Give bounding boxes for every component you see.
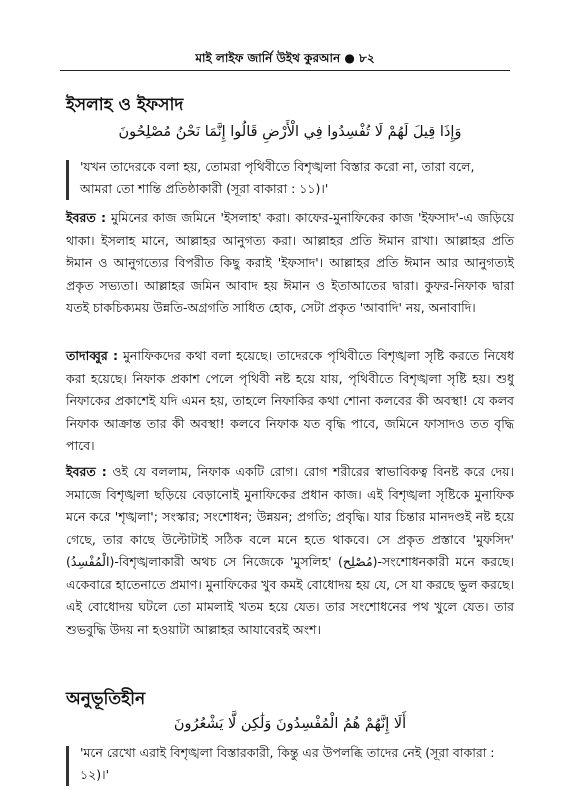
label-tadabbur: তাদাব্বুর : (66, 348, 119, 363)
label-ibrat-1: ইবরত : (66, 210, 107, 225)
text-ibrat-1: মুমিনের কাজ জমিনে 'ইসলাহ' করা। কাফের-মুনাফিকের কাজ 'ইফসাদ'-এ জড়িয়ে থাকা। ইসলাহ মানে, আল্লাহর আনুগত্য করা। আল্লাহর প্রতি ঈমান রাখা। আল্লাহর প্রতি ঈমান ও আনুগত্যের বিপরীত কিছু করাই 'ইফসাদ'। আল্লাহর প্রতি ঈমান আর আনুগত্যই প্রকৃত সভ্যতা। আল্লাহর জমিন আবাদ হয় ঈমান ও ইতাআতের দ্বারা। কুফর-নিফাক দ্বারা যতই চাকচিক্যময় উন্নতি-অগ্রগতি সাধিত হোক, সেটা প্রকৃত 'আবাদি' নয়, অনাবাদি। (66, 210, 514, 315)
arabic-verse-2: أَلَا إِنَّهُمْ هُمُ الْمُفْسِدُونَ وَلَٰكِن لَّا يَشْعُرُونَ (173, 716, 407, 732)
verse-translation-2: 'মনে রেখো এরাই বিশৃঙ্খলা বিস্তারকারী, কিন্তু এর উপলব্ধি তাদের নেই (সূরা বাকারা : ১২)।' (80, 745, 495, 782)
verse-translation-1: 'যখন তাদেরকে বলা হয়, তোমরা পৃথিবীতে বিশৃঙ্খলা বিস্তার করো না, তারা বলে, আমরা তো শান্তি প্রতিষ্ঠাকারী (সূরা বাকারা : ১১)।' (80, 159, 475, 196)
header-rule (60, 70, 510, 71)
arabic-verse-1: وَإِذَا قِيلَ لَهُمْ لَا تُفْسِدُوا فِي الْأَرْضِ قَالُوا إِنَّمَا نَحْنُ مُصْلِحُونَ (118, 124, 462, 140)
text-tadabbur: মুনাফিকদের কথা বলা হয়েছে। তাদেরকে পৃথিবীতে বিশৃঙ্খলা সৃষ্টি করতে নিষেধ করা হয়েছে। নিফাক প্রকাশ পেলে পৃথিবী নষ্ট হয়ে যায়, পৃথিবীতে বিশৃঙ্খলা সৃষ্টি হয়। শুধু নিফাকের প্রকাশেই যদি এমন হয়, তাহলে নিফাকির কথা শোনা কলবের কী অবস্থা! যে কলব নিফাক আক্রান্ত তার কী অবস্থা! কলবে নিফাক যত বৃদ্ধি পাবে, জমিনে ফাসাদও তত বৃদ্ধি পাবে। (66, 348, 514, 453)
running-header: মাই লাইফ জার্নি উইথ কুরআন ● ৮২ (195, 51, 375, 65)
section-title-islah-ifsad: ইসলাহ ও ইফসাদ (66, 95, 184, 115)
paragraph-ibrat-1 (66, 207, 514, 320)
paragraph-ibrat-2 (66, 461, 514, 641)
text-ibrat-2: ওই যে বললাম, নিফাক একটি রোগ। রোগ শরীরের স্বাভাবিকত্ব বিনষ্ট করে দেয়। সমাজে বিশৃঙ্খলা ছড়িয়ে বেড়ানোই মুনাফিকের প্রধান কাজ। এই বিশৃঙ্খলা সৃষ্টিকে মুনাফিক মনে করে 'শৃঙ্খলা'; সংস্কার; সংশোধন; উন্নয়ন; প্রগতি; প্রবৃদ্ধি। যার চিন্তার মানদণ্ডই নষ্ট হয়ে গেছে, তার কাছে উল্টোটাই সঠিক বলে মনে হতে থাকবে। সে প্রকৃত প্রস্তাবে 'মুফসিদ' (الْمُفْسِدُ)-বিশৃঙ্খলাকারী অথচ সে নিজেকে 'মুসলিহ' (مُصْلِح)-সংশোধনকারী মনে করছে। একেবারে হাতেনাতে প্রমাণ। মুনাফিকের খুব কমই বোধোদয় হয় যে, সে যা করছে ভুল করছে। এই বোধোদয় ঘটলে তো মামলাই খতম হয়ে যেত। তার সংশোধনের পথ খুলে যেত। তার শুভবুদ্ধি উদয় না হওয়াটা আল্লাহর আযাবেরই অংশ। (66, 464, 515, 637)
label-ibrat-2: ইবরত : (66, 464, 107, 479)
quote-bar-2 (66, 746, 69, 786)
section-title-anubhutihin: অনুভূতিহীন (66, 689, 146, 709)
paragraph-tadabbur (66, 345, 514, 458)
quote-bar-1 (66, 160, 69, 200)
